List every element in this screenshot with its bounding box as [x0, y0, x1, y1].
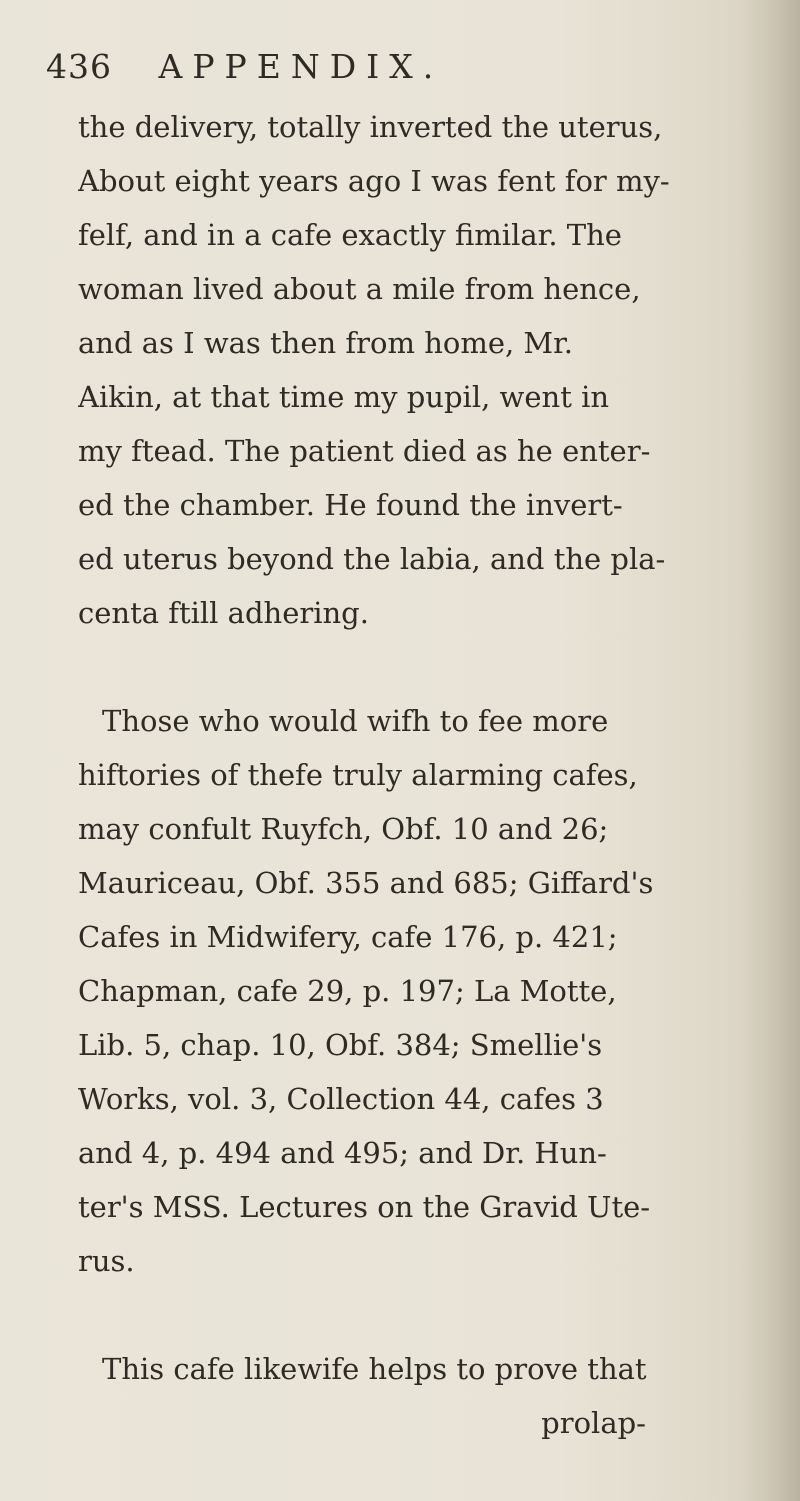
body-text: [78, 100, 758, 1450]
text-line: Aikin, at that time my pupil, went in: [78, 380, 610, 414]
text-line: felf, and in a cafe exactly fimilar. The: [78, 218, 622, 252]
text-line: Works, vol. 3, Collection 44, cafes 3: [78, 1082, 604, 1116]
text-line: ter's MSS. Lectures on the Gravid Ute-: [78, 1190, 651, 1224]
text-line: the delivery, totally inverted the uterus,: [78, 110, 663, 144]
paragraph-2: [78, 694, 758, 1288]
page-header: [46, 42, 746, 92]
paragraph-gap: [78, 640, 758, 694]
text-line: Chapman, cafe 29, p. 197; La Motte,: [78, 974, 617, 1008]
text-line: centa ftill adhering.: [78, 596, 369, 630]
text-line: About eight years ago I was fent for my-: [78, 164, 670, 198]
text-line: hiftories of thefe truly alarming cafes,: [78, 758, 638, 792]
text-line: and 4, p. 494 and 495; and Dr. Hun-: [78, 1136, 607, 1170]
text-line: Cafes in Midwifery, cafe 176, p. 421;: [78, 920, 618, 954]
text-line: This cafe likewife helps to prove that: [102, 1352, 647, 1386]
text-line: may confult Ruyfch, Obf. 10 and 26;: [78, 812, 609, 846]
text-line: my ftead. The patient died as he enter-: [78, 434, 651, 468]
paragraph-1: [78, 100, 758, 640]
text-line: Lib. 5, chap. 10, Obf. 384; Smellie's: [78, 1028, 603, 1062]
text-line: and as I was then from home, Mr.: [78, 326, 574, 360]
running-head: APPENDIX.: [158, 47, 444, 86]
text-line: ed the chamber. He found the invert-: [78, 488, 623, 522]
paragraph-3: [78, 1342, 758, 1396]
page-number: 436: [46, 47, 112, 86]
text-line: Those who would wifh to fee more: [102, 704, 609, 738]
catchword: prolap-: [541, 1406, 646, 1440]
text-line: woman lived about a mile from hence,: [78, 272, 641, 306]
text-line: ed uterus beyond the labia, and the pla-: [78, 542, 666, 576]
text-line: rus.: [78, 1244, 135, 1278]
text-line: Mauriceau, Obf. 355 and 685; Giffard's: [78, 866, 654, 900]
paragraph-gap: [78, 1288, 758, 1342]
